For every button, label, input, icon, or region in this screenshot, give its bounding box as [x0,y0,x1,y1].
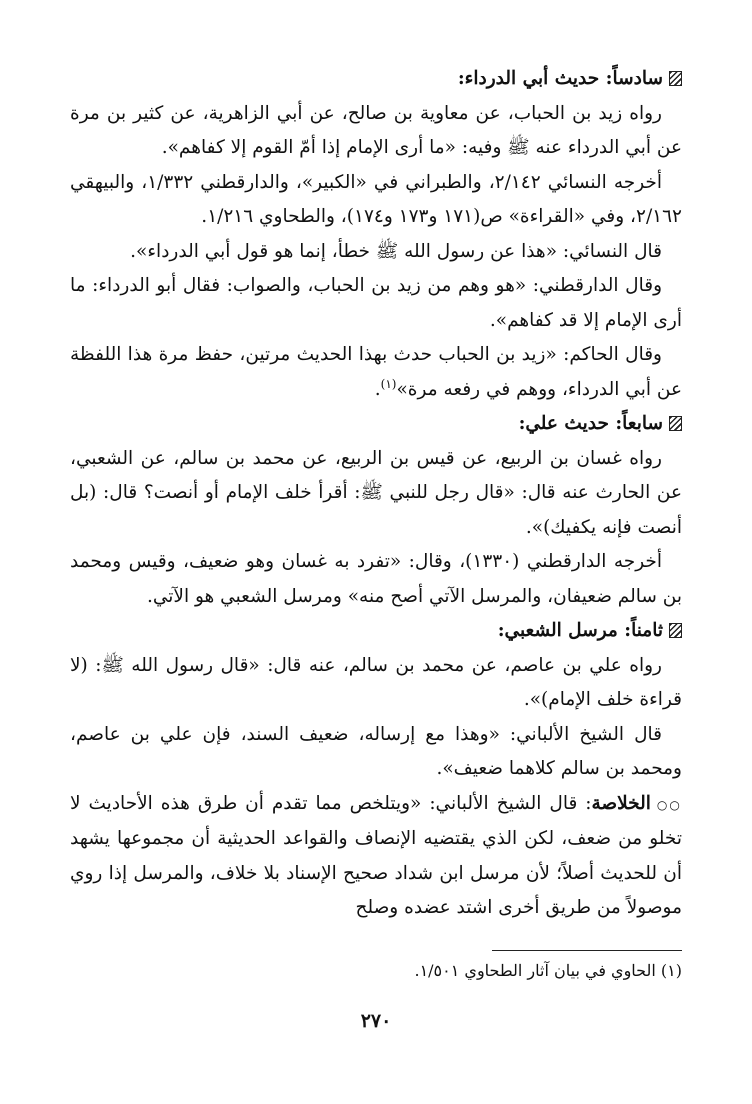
summary-paragraph: ○○الخلاصة: قال الشيخ الألباني: «ويتلخص مما تقدم أن طرق هذه الأحاديث لا تخلو من ضعف، لكن الذي يقتضيه الإنصاف والقواعد الحديثية أن مجموعها يشهد أن للحديث أصلاً؛ لأن مرسل ابن شداد صحيح الإسناد بلا خلاف، والمرسل إذا روي موصولاً من طريق أخرى اشتد عضده وصلح [70,792,682,918]
paragraph: قال الشيخ الألباني: «وهذا مع إرساله، ضعيف السند، فإن علي بن عاصم، ومحمد بن سالم كلاهما ضعيف». [70,723,682,779]
paragraph: رواه علي بن عاصم، عن محمد بن سالم، عنه قال: «قال رسول الله ﷺ: (لا قراءة خلف الإمام)». [70,654,682,710]
page-number: ٢٧٠ [360,1010,392,1032]
scroll-marker-icon [669,416,682,431]
page-body [70,62,682,926]
paragraph: قال النسائي: «هذا عن رسول الله ﷺ خطأ، إنما هو قول أبي الدرداء». [130,240,662,262]
scroll-marker-icon [669,71,682,86]
paragraph: وقال الحاكم: «زيد بن الحباب حدث بهذا الحديث مرتين، حفظ مرة هذا اللفظة عن أبي الدرداء، ووهم في رفعه مرة»$^{(١)}$. [70,344,682,400]
footnote-reference: (١) [380,376,397,391]
paragraph: وقال الدارقطني: «هو وهم من زيد بن الحباب، والصواب: فقال أبو الدرداء: ما أرى الإمام إلا قد كفاهم». [70,275,682,331]
paragraph: رواه زيد بن الحباب، عن معاوية بن صالح، عن أبي الزاهرية، عن كثير بن مرة عن أبي الدرداء عنه ﷺ وفيه: «ما أرى الإمام إذا أمّ القوم إلا كفاهم». [70,102,682,158]
paragraph: أخرجه الدارقطني (١٣٣٠)، وقال: «تفرد به غسان وهو ضعيف، وقيس ومحمد بن سالم ضعيفان، والمرسل الآتي أصح منه» ومرسل الشعبي هو الآتي. [70,551,682,607]
circles-marker-icon: ○○ [656,797,682,812]
footnote: (١) الحاوي في بيان آثار الطحاوي ١/٥٠١. [414,961,682,980]
summary-label: الخلاصة [591,792,651,814]
section-heading-seventh: سابعاً: حديث علي: [70,407,682,442]
footnote-divider [492,950,682,951]
section-heading-sixth: سادساً: حديث أبي الدرداء: [70,62,682,97]
paragraph: أخرجه النسائي ٢/١٤٢، والطبراني في «الكبير»، والدارقطني ١/٣٣٢، والبيهقي ٢/١٦٢، وفي «القراءة» ص(١٧١ و١٧٣ و١٧٤)، والطحاوي ١/٢١٦. [70,171,682,227]
paragraph: رواه غسان بن الربيع، عن قيس بن الربيع، عن محمد بن سالم، عن الشعبي، عن الحارث عنه قال: «قال رجل للنبي ﷺ: أقرأ خلف الإمام أو أنصت؟ قال: (بل أنصت فإنه يكفيك)». [70,447,682,538]
scroll-marker-icon [669,623,682,638]
section-heading-eighth: ثامناً: مرسل الشعبي: [70,614,682,649]
